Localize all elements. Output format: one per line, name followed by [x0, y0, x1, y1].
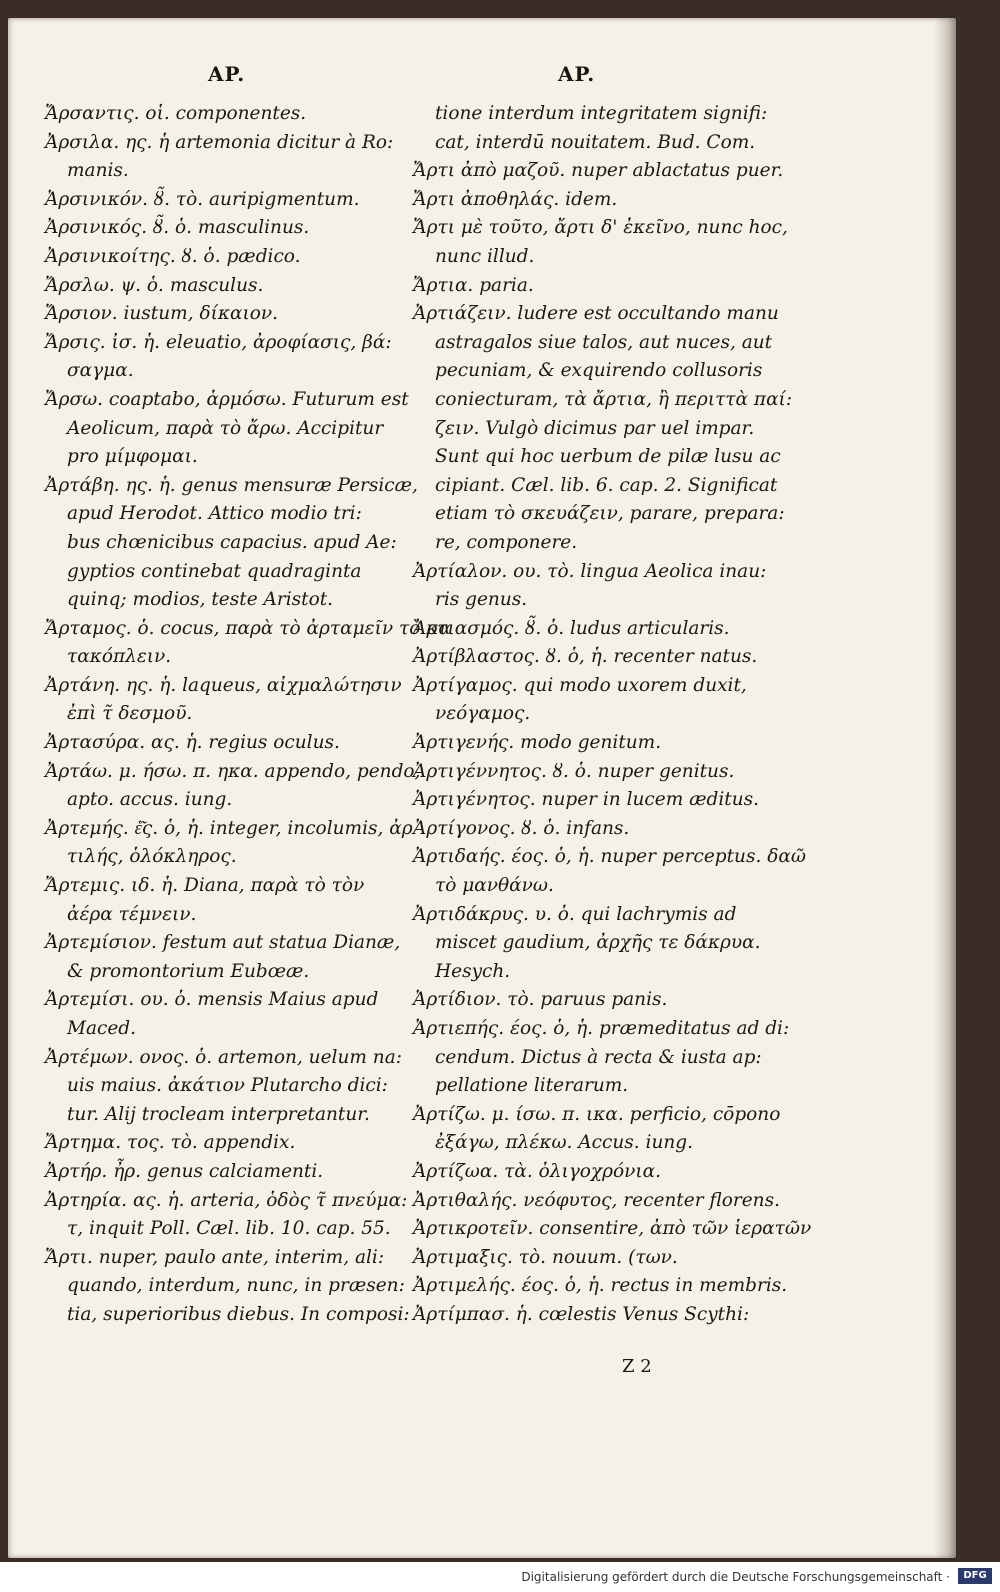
dictionary-line: ἐξάγω, πλέκω. Accus. iung. — [435, 1132, 694, 1154]
dictionary-line: Ἀρτεμίσι. ου. ὁ. mensis Maius apud — [45, 989, 379, 1011]
dictionary-line: Ἄρτημα. τος. τὸ. appendix. — [45, 1132, 296, 1154]
dictionary-line: τιλής, ὁλόκληρος. — [67, 846, 237, 868]
dictionary-line: Ἄρτι ἀποθηλάς. idem. — [413, 188, 618, 210]
dictionary-line: Ἀρτεμίσιον. festum aut statua Dianæ, — [45, 932, 401, 954]
dictionary-line: Aeolicum, παρὰ τὸ ἄρω. Accipitur — [67, 417, 384, 439]
dictionary-line: Ἀρτίαλον. ου. τὸ. lingua Aeolica inau: — [413, 560, 767, 582]
dictionary-line: Ἀρτιγένητος. nuper in lucem æditus. — [413, 789, 760, 811]
dictionary-line: Ἀρτιδαής. έος. ὁ, ἡ. nuper perceptus. δαῶ — [413, 846, 806, 868]
dictionary-line: tia, superioribus diebus. In composi: — [67, 1303, 410, 1325]
dictionary-line: Ἀρτίδιον. τὸ. paruus panis. — [413, 989, 668, 1011]
dictionary-line: νεόγαμος. — [435, 703, 531, 725]
dictionary-line: Ἄρσλω. ψ. ὁ. masculus. — [45, 274, 264, 296]
dictionary-line: Ἀρτέμων. ονος. ὁ. artemon, uelum na: — [45, 1046, 402, 1068]
right-column — [413, 100, 812, 1330]
dictionary-line: etiam τὸ σκευάζειν, parare, prepara: — [435, 503, 785, 525]
dictionary-line: tione interdum integritatem signifi: — [435, 103, 768, 124]
dictionary-line: Ἄρτι μὲ τοῦτο, ἄρτι δ' ἐκεῖνο, nunc hoc, — [413, 217, 788, 239]
dictionary-line: pecuniam, & exquirendo collusoris — [435, 360, 763, 382]
dictionary-line: manis. — [67, 160, 129, 182]
dictionary-line: τακόπλειν. — [67, 646, 172, 668]
dictionary-line: tur. Alij trocleam interpretantur. — [67, 1103, 370, 1125]
dictionary-line: Ἀρσινικοίτης. ȣ. ὁ. pædico. — [45, 245, 301, 267]
dictionary-line: Ἄρτεμις. ιδ. ἡ. Diana, παρὰ τὸ τὸν — [45, 875, 365, 897]
dictionary-line: Ἄρτι ἀπὸ μαζοῦ. nuper ablactatus puer. — [413, 160, 784, 182]
dictionary-line: Ἀρτιδάκρυς. υ. ὁ. qui lachrymis ad — [413, 903, 737, 925]
dictionary-line: coniecturam, τὰ ἄρτια, ἢ περιττὰ παί: — [435, 388, 793, 410]
dfg-logo: DFG — [958, 1568, 992, 1584]
dictionary-line: Ἀρτίζωα. τὰ. ὀλιγοχρόνια. — [413, 1160, 661, 1182]
dictionary-line: Ἀρσιλα. ης. ἡ artemonia dicitur à Ro: — [45, 131, 394, 153]
dictionary-line: ζειν. Vulgò dicimus par uel impar. — [435, 417, 755, 439]
running-head-left: AP. — [208, 62, 246, 86]
dictionary-line: re, componere. — [435, 531, 578, 553]
signature-mark: Z 2 — [622, 1356, 652, 1377]
dictionary-line: Ἀρτίγονος. ȣ. ὁ. infans. — [413, 817, 630, 839]
dictionary-line: cipiant. Cæl. lib. 6. cap. 2. Significat — [435, 474, 778, 496]
dictionary-line: Ἄρταμος. ὁ. cocus, παρὰ τὸ ἀρταμεῖν τὸ κα — [45, 617, 451, 639]
dictionary-line: Ἀρτιμελής. έος. ὁ, ἡ. rectus in membris. — [413, 1275, 788, 1297]
dictionary-line: Ἄρσω. coaptabo, ἁρμόσω. Futurum est — [45, 388, 409, 410]
dictionary-line: Ἀρτηρία. ας. ἡ. arteria, ὁδὸς τ̃ πνεύμα: — [45, 1189, 408, 1211]
dictionary-line: gyptios continebat quadraginta — [67, 560, 362, 582]
running-head-right: AP. — [558, 62, 596, 86]
dictionary-line: Ἀρτιγενής. modo genitum. — [413, 732, 662, 754]
dictionary-line: Ἄρσιον. iustum, δίκαιον. — [45, 303, 278, 325]
dictionary-line: Ἀρτιεπής. έος. ὁ, ἡ. præmeditatus ad di: — [413, 1018, 790, 1039]
dictionary-line: Ἄρσις. ἰσ. ἡ. eleuatio, ἀροφίασις, βά: — [45, 331, 392, 353]
dictionary-line: Ἀρτιθαλής. νεόφυτος, recenter florens. — [413, 1189, 780, 1211]
dictionary-line: apud Herodot. Attico modio tri: — [67, 503, 362, 525]
dictionary-line: Ἀρτάβη. ης. ἡ. genus mensuræ Persicæ, — [45, 474, 418, 496]
dictionary-line: Ἀρσινικός. ȣ̃. ὁ. masculinus. — [45, 217, 310, 239]
dictionary-line: ἐπὶ τ̃ δεσμοῦ. — [67, 703, 193, 725]
dictionary-line: Ἀρτιμαξις. τὸ. nouum. (των. — [413, 1246, 678, 1268]
footer-credit: Digitalisierung gefördert durch die Deutsche Forschungsgemeinschaft · — [521, 1570, 950, 1584]
dictionary-line: Ἀρτικροτεῖν. consentire, ἀπὸ τῶν ἱερατῶν — [413, 1218, 812, 1240]
dictionary-line: Ἀρτιγέννητος. ȣ. ὁ. nuper genitus. — [413, 760, 735, 782]
dictionary-line: τὸ μανθάνω. — [435, 875, 554, 897]
dictionary-line: Ἀρτίγαμος. qui modo uxorem duxit, — [413, 674, 747, 696]
dictionary-line: nunc illud. — [435, 245, 535, 267]
dictionary-line: cendum. Dictus à recta & iusta ap: — [435, 1046, 762, 1068]
dictionary-line: cat, interdū nouitatem. Bud. Com. — [435, 131, 756, 153]
dictionary-line: Ἄρτι. nuper, paulo ante, interim, ali: — [45, 1246, 385, 1268]
dictionary-line: Ἀρσινικόν. ȣ̃. τὸ. auripigmentum. — [45, 188, 360, 210]
dictionary-line: Ἄρτια. paria. — [413, 274, 534, 296]
dictionary-line: astragalos siue talos, aut nuces, aut — [435, 331, 773, 353]
dictionary-line: uis maius. ἀκάτιον Plutarcho dici: — [67, 1075, 388, 1097]
dictionary-line: Ἀρτασύρα. ας. ἡ. regius oculus. — [45, 732, 340, 754]
dictionary-line: Ἀρτεμής. ἑ͂ς. ὁ, ἡ. integer, incolumis, ἀρ — [45, 817, 413, 839]
dictionary-line: bus chœnicibus capacius. apud Ae: — [67, 531, 397, 553]
dictionary-line: Ἀρτιάζειν. ludere est occultando manu — [413, 303, 779, 325]
dictionary-line: ἀέρα τέμνειν. — [67, 903, 197, 925]
dictionary-line: Ἀρτίβλαστος. ȣ. ὁ, ἡ. recenter natus. — [413, 646, 758, 668]
dictionary-line: quinq; modios, teste Aristot. — [67, 589, 334, 611]
left-column — [45, 100, 451, 1330]
dictionary-line: Hesych. — [435, 960, 511, 982]
dictionary-line: ris genus. — [435, 589, 528, 611]
dictionary-line: pro μίμφομαι. — [67, 446, 198, 468]
dictionary-line: Ἄρσαντις. οἱ. componentes. — [45, 103, 307, 124]
dictionary-line: Ἀρτήρ. ἦρ. genus calciamenti. — [45, 1160, 324, 1182]
dictionary-line: Sunt qui hoc uerbum de pilæ lusu ac — [435, 446, 781, 468]
dictionary-line: Ἀρτίμπασ. ἡ. cœlestis Venus Scythi: — [413, 1303, 750, 1325]
dictionary-line: pellatione literarum. — [435, 1075, 629, 1097]
dictionary-line: apto. accus. iung. — [67, 789, 233, 811]
dictionary-line: Ἀρτάω. μ. ήσω. π. ηκα. appendo, pendo, — [45, 760, 421, 782]
page-edge-shadow — [934, 18, 956, 1558]
footer-bar — [0, 1562, 1000, 1592]
dictionary-line: σαγμα. — [67, 360, 134, 382]
dictionary-line: Ἀρτιασμός. ȣ̃. ὁ. ludus articularis. — [413, 617, 730, 639]
dictionary-line: miscet gaudium, ἀρχῆς τε δάκρυα. — [435, 932, 761, 954]
dictionary-line: τ, inquit Poll. Cæl. lib. 10. cap. 55. — [67, 1218, 391, 1240]
dictionary-line: & promontorium Eubœæ. — [67, 960, 310, 982]
dictionary-line: Ἀρτίζω. μ. ίσω. π. ικα. perficio, cōpono — [413, 1103, 781, 1125]
dictionary-line: Ἀρτάνη. ης. ἡ. laqueus, αἰχμαλώτησιν — [45, 674, 402, 696]
dictionary-line: quando, interdum, nunc, in præsen: — [67, 1275, 405, 1297]
dictionary-line: Maced. — [67, 1018, 137, 1039]
